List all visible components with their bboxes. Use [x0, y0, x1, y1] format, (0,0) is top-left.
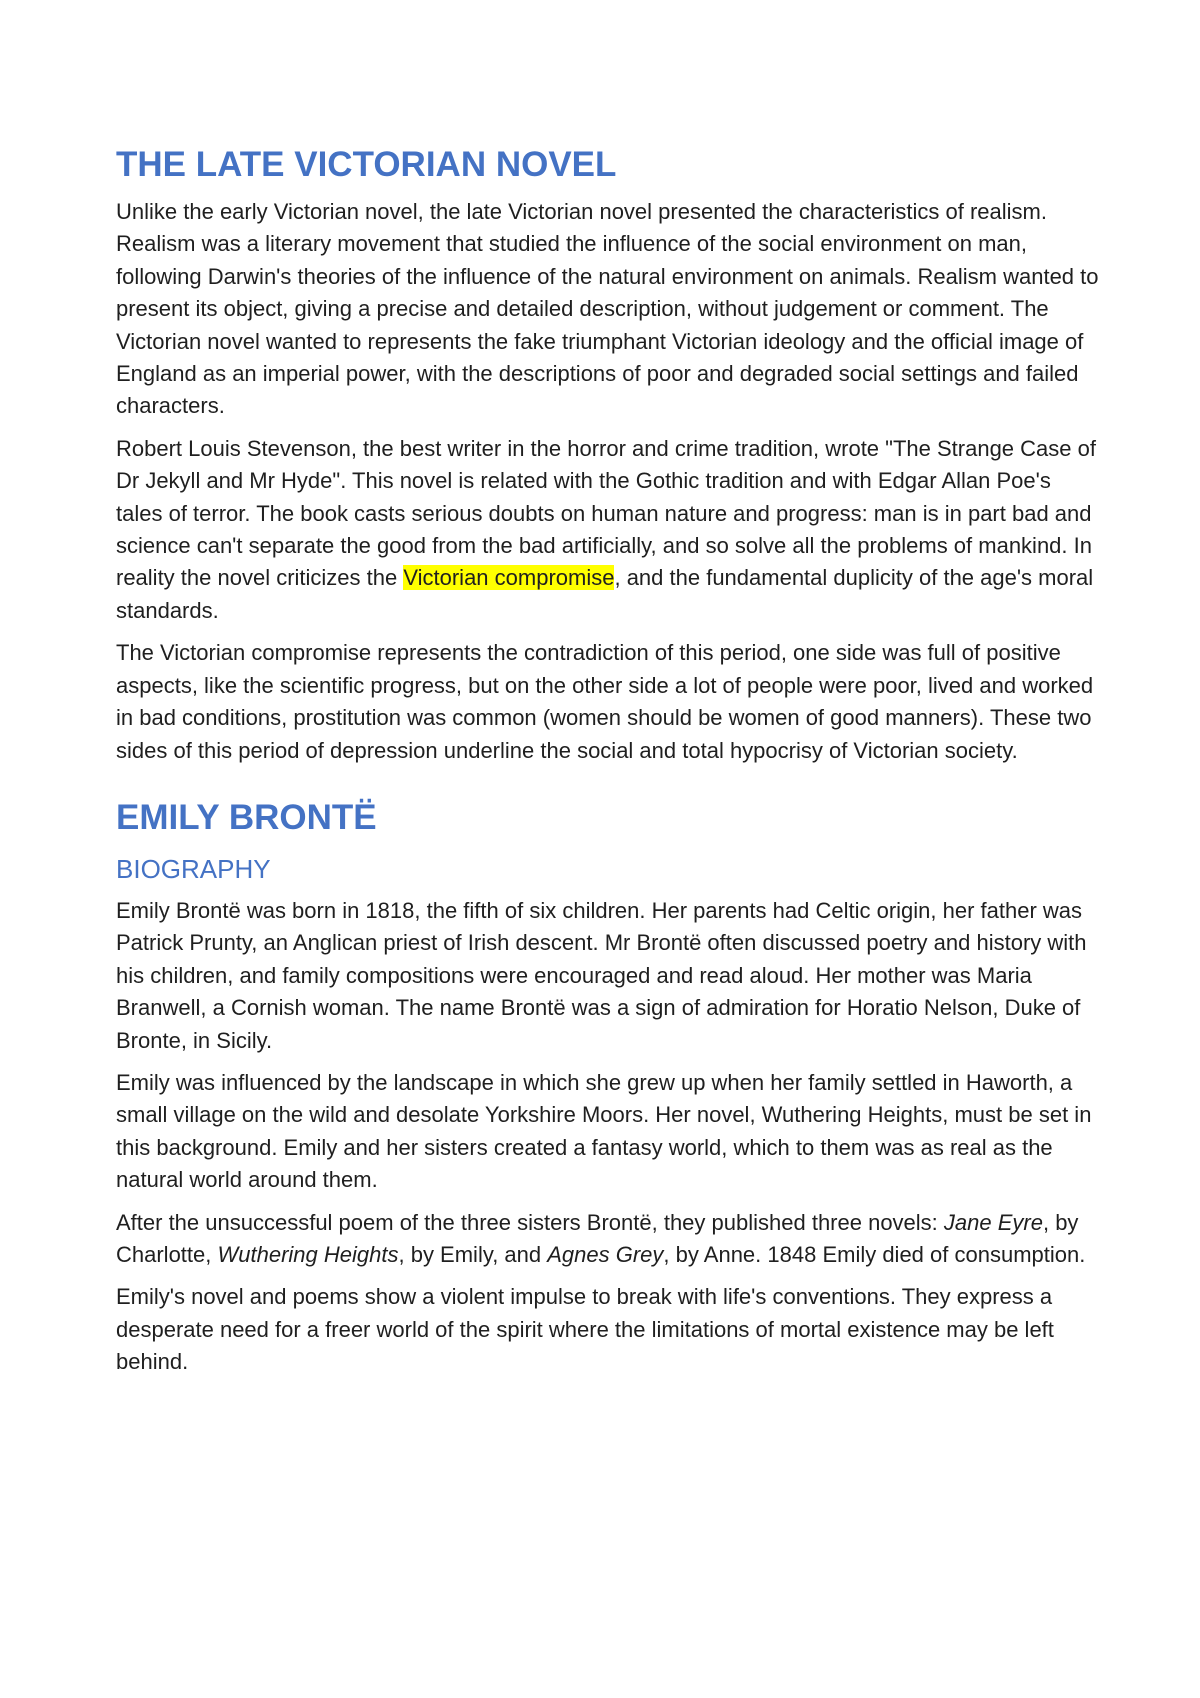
title-jane-eyre: Jane Eyre	[943, 1209, 1043, 1235]
title-agnes-grey: Agnes Grey	[547, 1241, 664, 1267]
title-wuthering-heights: Wuthering Heights	[217, 1241, 399, 1267]
paragraph-stevenson	[116, 433, 1101, 627]
novels-text-c: , by Emily, and	[398, 1241, 548, 1267]
paragraph-haworth: Emily was influenced by the landscape in which she grew up when her family settled in Haworth, a small village on the wild and desolate Yorkshire Moors. Her novel, Wuthering Heights, must be set in this background. Emily and her sisters created a fantasy world, which to them was as real as the natural world around them.	[116, 1069, 1092, 1193]
heading-late-victorian-novel: THE LATE VICTORIAN NOVEL	[116, 145, 617, 184]
paragraph-birth: Emily Brontë was born in 1818, the fifth of six children. Her parents had Celtic origin, her father was Patrick Prunty, an Anglican priest of Irish descent. Mr Brontë often discussed poetry and history with his children, and family compositions were encouraged and read aloud. Her mother was Maria Branwell, a Cornish woman. The name Brontë was a sign of admiration for Horatio Nelson, Duke of Bronte, in Sicily.	[116, 897, 1087, 1053]
paragraph-victorian-compromise: The Victorian compromise represents the contradiction of this period, one side was full of positive aspects, like the scientific progress, but on the other side a lot of people were poor, lived and worked in bad conditions, prostitution was common (women should be women of good manners). These two sides of this period of depression underline the social and total hypocrisy of Victorian society.	[116, 640, 1094, 763]
heading-emily-bronte: EMILY BRONTË	[116, 797, 377, 837]
paragraph-stevenson-text: Robert Louis Stevenson, the best writer in the horror and crime tradition, wrote "The Strange Case of Dr Jekyll and Mr Hyde". This novel is related with the Gothic tradition and with Edgar Allan Poe's tales of terror. The book casts serious doubts on human nature and progress: man is in part bad and science can't separate the good from the bad artificially, and so solve all the problems of mankind. In reality the novel criticizes the	[116, 435, 1096, 591]
paragraph-conventions: Emily's novel and poems show a violent impulse to break with life's conventions. They express a desperate need for a freer world of the spirit where the limitations of mortal existence may be left behind.	[116, 1284, 1054, 1375]
novels-text-b: , by Charlotte,	[116, 1209, 1079, 1267]
novels-text-a: After the unsuccessful poem of the three sisters Brontë, they published three novels:	[116, 1209, 944, 1235]
highlight-victorian-compromise: Victorian compromise	[403, 565, 615, 591]
paragraph-novels	[116, 1207, 1101, 1272]
novels-text-d: , by Anne. 1848 Emily died of consumption.	[663, 1241, 1086, 1267]
paragraph-realism: Unlike the early Victorian novel, the late Victorian novel presented the characteristics of realism. Realism was a literary movement that studied the influence of the social environment on man, following Darwin's theories of the influence of the natural environment on animals. Realism wanted to present its object, giving a precise and detailed description, without judgement or comment. The Victorian novel wanted to represents the fake triumphant Victorian ideology and the official image of England as an imperial power, with the descriptions of poor and degraded social settings and failed characters.	[116, 199, 1099, 419]
paragraph-stevenson-end: , and the fundamental duplicity of the age's moral standards.	[116, 565, 1094, 623]
document-page	[116, 140, 1101, 1379]
subheading-biography: BIOGRAPHY	[116, 853, 271, 884]
